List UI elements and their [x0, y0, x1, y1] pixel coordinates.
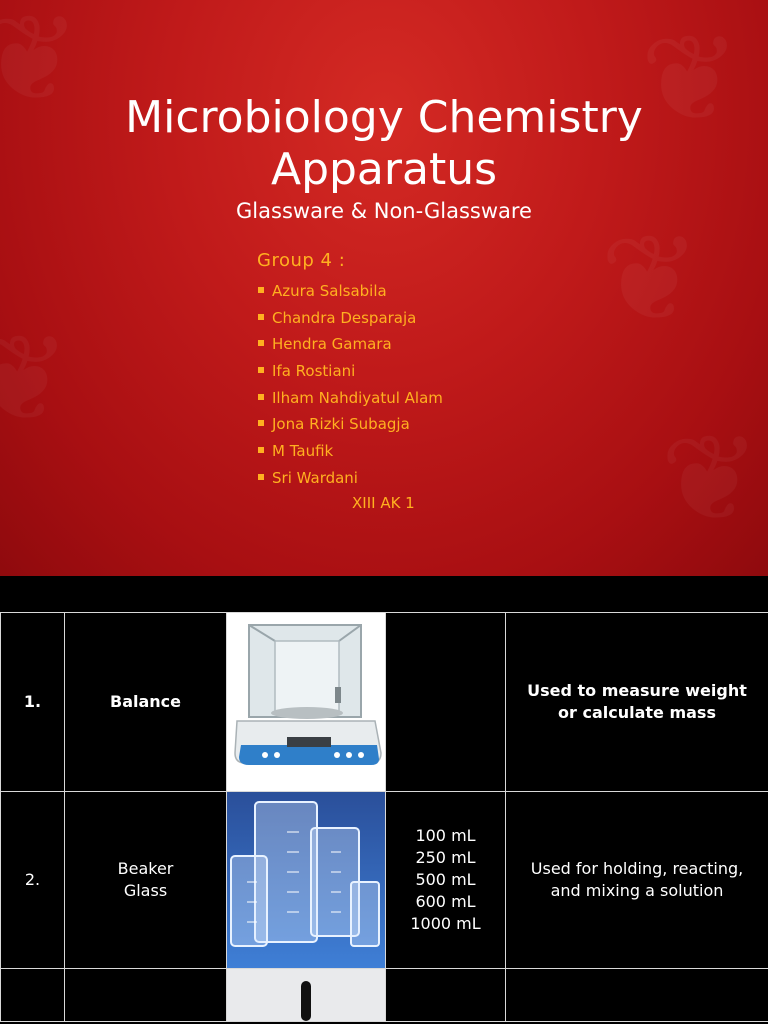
square-bullet-icon — [258, 287, 264, 293]
list-item: Sri Wardani — [258, 467, 443, 494]
title-line-1: Microbiology Chemistry — [125, 92, 643, 143]
square-bullet-icon — [258, 367, 264, 373]
apparatus-description: Used to measure weight or calculate mass — [506, 613, 768, 792]
row-number — [1, 969, 65, 1022]
glass-rod-icon — [227, 969, 386, 1022]
table-row — [1, 792, 768, 969]
size-value: 100 mL — [415, 826, 476, 845]
apparatus-description: Used for holding, reacting, and mixing a solution — [506, 792, 768, 969]
table-row — [1, 613, 768, 792]
size-value: 500 mL — [415, 870, 476, 889]
apparatus-name: Beaker Glass — [65, 792, 227, 969]
size-value: 600 mL — [415, 892, 476, 911]
list-item: Hendra Gamara — [258, 333, 443, 360]
apparatus-name: Balance — [65, 613, 227, 792]
analytical-balance-icon — [227, 613, 386, 792]
row-number: 1. — [1, 613, 65, 792]
apparatus-table-slide — [0, 612, 768, 1024]
size-value: 1000 mL — [410, 914, 481, 933]
square-bullet-icon — [258, 474, 264, 480]
title-line-2: Apparatus — [270, 144, 498, 195]
subtitle: Glassware & Non-Glassware — [236, 199, 532, 223]
group-label: Group 4 : — [257, 250, 346, 271]
apparatus-description — [506, 969, 768, 1022]
beaker-glass-icon — [227, 792, 386, 969]
sizes-cell — [386, 969, 506, 1022]
square-bullet-icon — [258, 340, 264, 346]
class-label: XIII AK 1 — [352, 494, 415, 512]
row-number: 2. — [1, 792, 65, 969]
size-value: 250 mL — [415, 848, 476, 867]
list-item: M Taufik — [258, 440, 443, 467]
square-bullet-icon — [258, 420, 264, 426]
table-row — [1, 969, 768, 1022]
maple-leaf-decoration — [660, 420, 761, 540]
apparatus-name — [65, 969, 227, 1022]
sizes-cell — [386, 613, 506, 792]
square-bullet-icon — [258, 314, 264, 320]
sizes-cell — [386, 792, 506, 969]
maple-leaf-decoration — [600, 220, 701, 340]
member-list — [258, 280, 443, 494]
list-item: Ilham Nahdiyatul Alam — [258, 387, 443, 414]
list-item: Chandra Desparaja — [258, 307, 443, 334]
square-bullet-icon — [258, 394, 264, 400]
list-item: Azura Salsabila — [258, 280, 443, 307]
apparatus-table — [0, 612, 768, 1022]
list-item: Ifa Rostiani — [258, 360, 443, 387]
square-bullet-icon — [258, 447, 264, 453]
list-item: Jona Rizki Subagja — [258, 413, 443, 440]
page-title — [0, 92, 768, 196]
maple-leaf-decoration — [0, 320, 71, 440]
